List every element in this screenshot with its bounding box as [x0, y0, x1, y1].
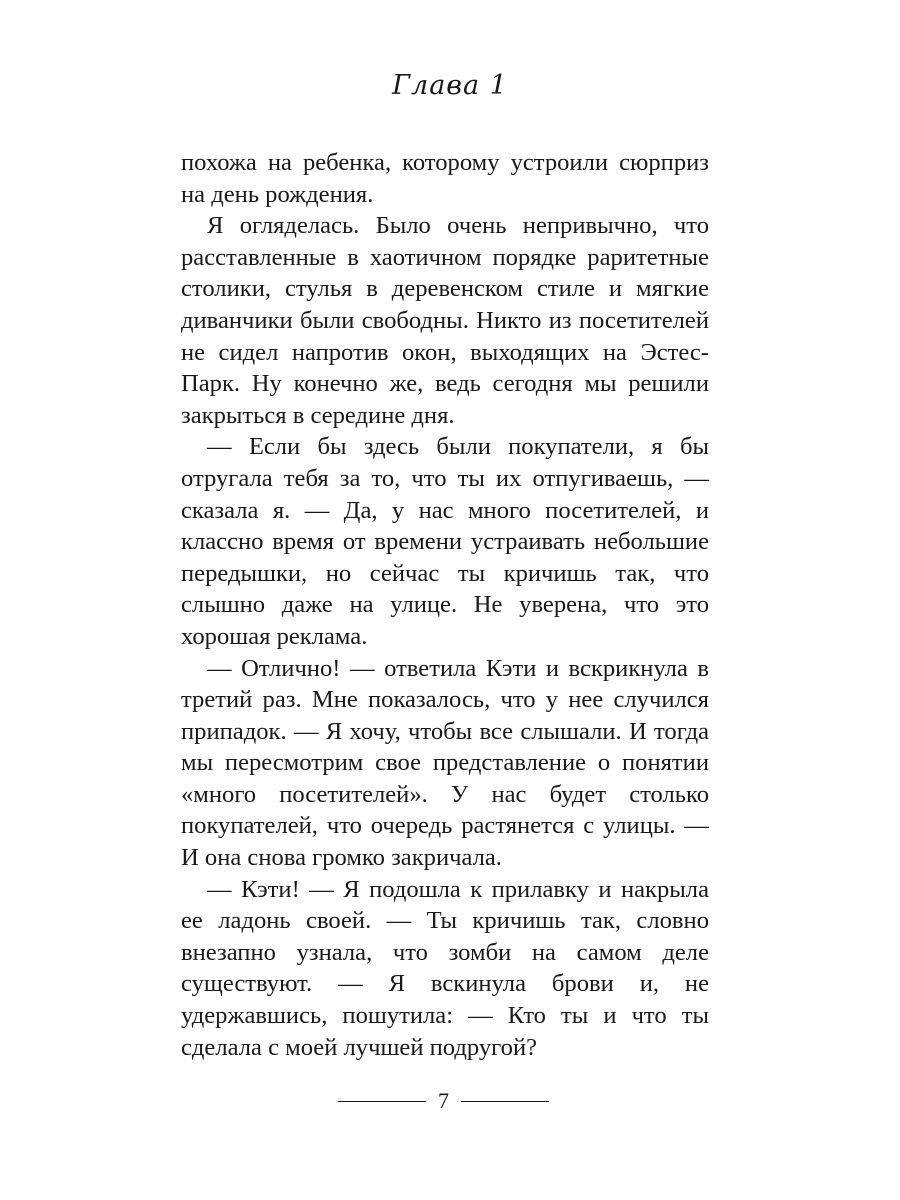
body-text — [181, 147, 709, 1063]
paragraph: — Отлично! — ответила Кэти и вскрикнула в третий раз. Мне показалось, что у нее случился припадок. — Я хочу, чтобы все слышали. И тогда мы пересмотрим свое представление о понятии «много посетителей». У нас будет столько покупателей, что очередь растянется с улицы. — И она снова громко закричала. — [181, 654, 709, 872]
footer-rule-right — [461, 1101, 549, 1102]
chapter-title: Глава 1 — [392, 70, 508, 101]
paragraph: — Если бы здесь были покупатели, я бы отругала тебя за то, что ты их отпугиваешь, — сказала я. — Да, у нас много посетителей, и классно время от времени устраивать небольшие передышки, но сейчас ты кричишь так, что слышно даже на улице. Не уверена, что это хорошая реклама. — [181, 433, 709, 650]
page-number: 7 — [438, 1088, 449, 1113]
footer-rule-left — [338, 1101, 426, 1102]
paragraph: — Кэти! — Я подошла к прилавку и накрыла ее ладонь своей. — Ты кричишь так, словно внезапно узнала, что зомби на самом деле существуют. — Я вскинула брови и, не удержавшись, пошутила: — Кто ты и что ты сделала с моей лучшей подругой? — [181, 875, 709, 1061]
paragraph: похожа на ребенка, которому устроили сюрприз на день рождения. — [181, 149, 709, 208]
page-footer — [0, 1090, 900, 1120]
paragraph: Я огляделась. Было очень непривычно, что расставленные в хаотичном порядке раритетные столики, стулья в деревенском стиле и мягкие диванчики были свободны. Никто из посетителей не сидел напротив окон, выходящих на Эстес-Парк. Ну конечно же, ведь сегодня мы решили закрыться в середине дня. — [181, 212, 709, 429]
